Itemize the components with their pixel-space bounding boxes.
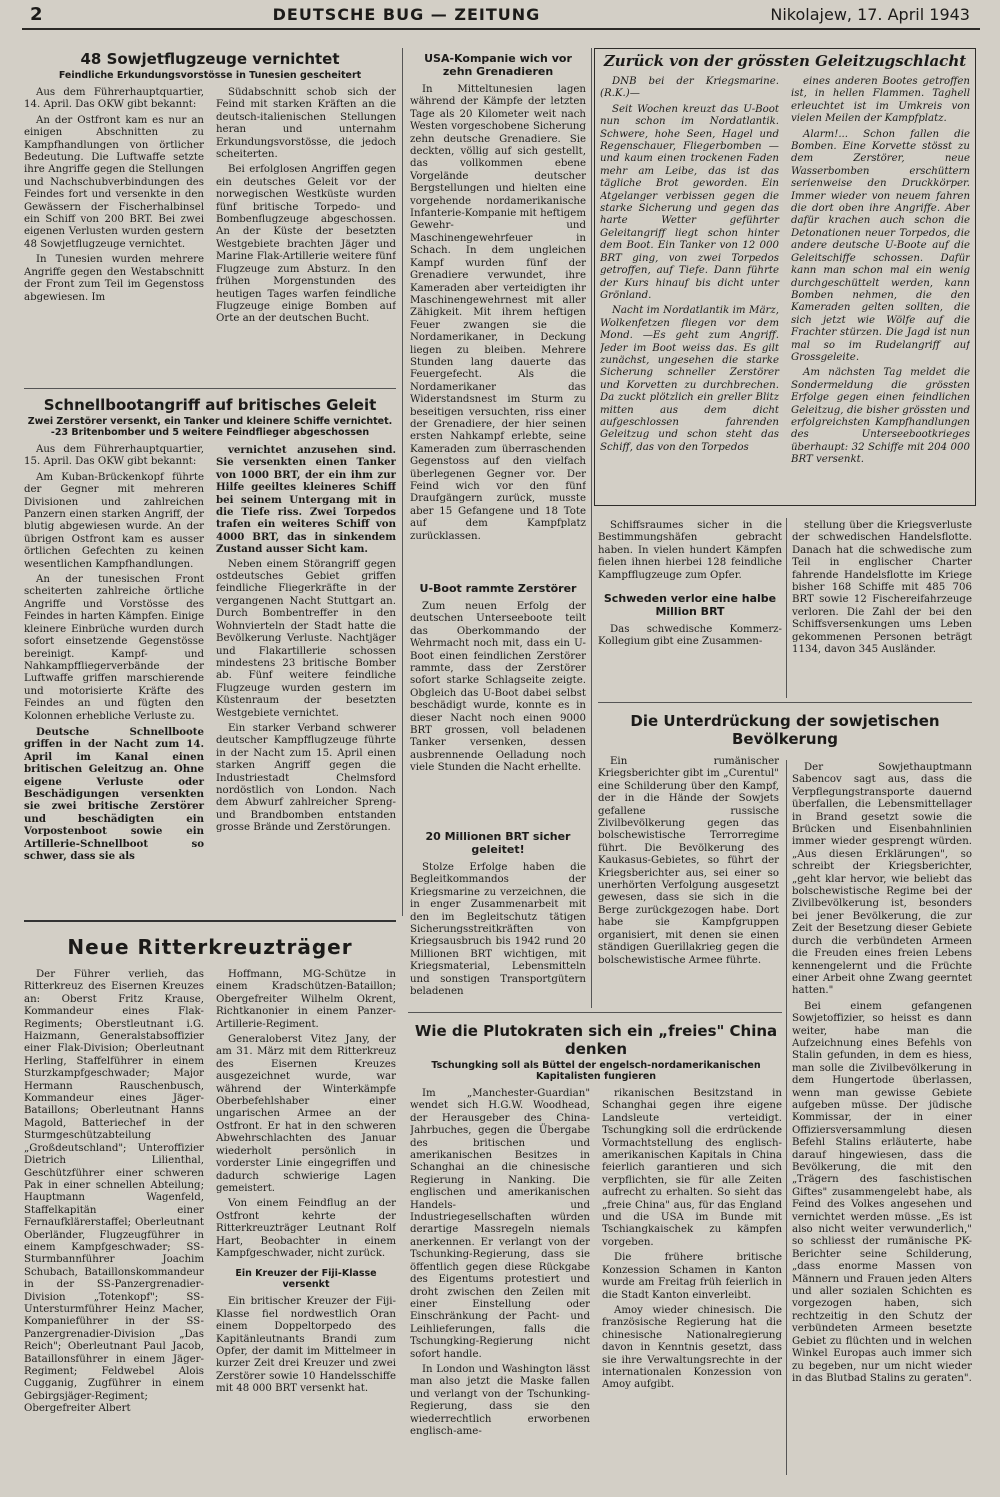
paragraph: In Tunesien wurden mehrere Angriffe gegen den Westabschnitt der Front zum Teil im Gegenstoss abgewiesen. Im <box>24 254 204 303</box>
article-title: 48 Sowjetflugzeuge vernichtet <box>80 50 340 68</box>
paragraph: stellung über die Kriegsverluste der schwedischen Handelsflotte. Danach hat die schwedische zum Teil in englischer Charter fahrende Handelsflotte im Kriege bisher 168 Schiffe mit 485 706 BRT sowie 12 Fischereifahrzeuge verloren. Die Zahl der bei den Schiffsversenkungen ums Leben gekommenen Personen beträgt 1134, davon 345 Ausländer. <box>792 520 972 656</box>
paragraph: Bei einem gefangenen Sowjetoffizier, so heisst es dann weiter, habe man die Aufzeichnung eines Befehls von Stalin gefunden, in dem es hiess, man solle die Zivilbevölkerung in dem Hungertode überlassen, wenn man gewisse Gebiete aufgeben müsse. Der jüdische Kommissar, der in einer Offiziersversammlung diesen Befehl Stalins erläuterte, habe darauf hingewiesen, dass die Bevölkerung, die mit den „Trägern des faschistischen Giftes" zusammengelebt habe, als Feind des Volkes angesehen und vernichtet werden müsse. „Es ist also nicht weiter verwunderlich," so schliesst der rumänische PK-Berichter seine Schilderung, „dass enorme Massen von Männern und Frauen jeden Alters und aller sozialen Schichten es vorgezogen haben, sich rechtzeitig in den Schutz der verbündeten Armeen besetzte Gebiet zu flüchten und in welchen Winkel Europas auch immer sich zu begeben, nur um nicht wieder in das Blutbad Stalins zu geraten". <box>792 1000 972 1384</box>
paragraph: Bei erfolglosen Angriffen gegen ein deutsches Geleit vor der norwegischen Westküste wurden fünf britische Torpedo- und Bombenflugzeuge abgeschossen. An der Küste der besetzten Westgebiete brachten Jäger und Marine Flak-Artillerie weitere fünf Flugzeuge zum Absturz. In den frühen Morgenstunden des heutigen Tages warfen feindliche Flugzeuge einige Bomben auf Orte an der deutschen Bucht. <box>216 164 396 325</box>
column-rule <box>786 760 787 1475</box>
article-title: Die Unterdrückung der sowjetischen Bevölkerung <box>630 712 940 748</box>
paragraph: Ein starker Verband schwerer deutscher Kampfflugzeuge führte in der Nacht zum 15. April einen starken Angriff gegen die Industriestadt Chelmsford nordöstlich von London. Nach dem Abwurf zahlreicher Spreng- und Brandbomben entstanden grosse Brände und Zerstörungen. <box>216 722 396 834</box>
article-title: Schweden verlor eine halbe Million BRT <box>603 592 777 619</box>
article-title: Neue Ritterkreuzträger <box>67 935 353 959</box>
paper-name: DEUTSCHE BUG — ZEITUNG <box>272 5 541 24</box>
masthead <box>30 4 970 26</box>
article-20-millionen <box>410 830 586 1010</box>
article-brt-continuation <box>598 520 782 700</box>
paragraph: Alarm!... Schon fallen die Bomben. Eine Korvette stösst zu dem Zerstörer, neue Wasserbomben erschüttern serienweise den Druckkörper. Immer wieder von neuem fahren die dort oben ihre Angriffe. Aber dafür krachen auch schon die Detonationen neuer Torpedos, die andere deutsche U-Boote auf die Geleitschiffe schossen. Dafür kann man schon mal ein wenig durchgeschüttelt werden, kann Bomben nehmen, die den Kameraden gelten sollten, die sich jetzt wie Wölfe auf die Frachter stürzen. Die Jagd ist nun mal so im Rudelangriff auf Grossgeleite. <box>791 128 970 363</box>
paragraph: Hoffmann, MG-Schütze in einem Kradschützen-Bataillon; Obergefreiter Wilhelm Okrent, Richtkanonier in einem Panzer-Artillerie-Regiment. <box>216 969 396 1030</box>
paragraph: Ein britischer Kreuzer der Fiji-Klasse fiel nordwestlich Oran einem Doppeltorpedo des Kapitänleutnants Brandi zum Opfer, der damit im Mittelmeer in kurzer Zeit drei Kreuzer und zwei Zerstörer sowie 10 Handelsschiffe mit 48 000 BRT versenkt hat. <box>216 1296 396 1395</box>
divider <box>408 1012 782 1013</box>
column-rule <box>591 48 592 1008</box>
page-number: 2 <box>30 4 43 25</box>
paragraph: In Mitteltunesien lagen während der Kämpfe der letzten Tage als 20 Kilometer weit nach Westen vorgeschobene Sicherung zehn deutsche Grenadiere. Sie deckten, völlig auf sich gestellt, das vollkommen ebene Vorgelände deutscher Bergstellungen und hielten eine vorgehende nordamerikanische Infanterie-Kompanie mit heftigem Gewehr- und Maschinengewehrfeuer in Schach. In dem ungleichen Kampf wurden fünf der Grenadiere verwundet, ihre Kameraden aber verteidigten ihr Maschinengewehrnest mit aller Zähigkeit. Mit ihrem heftigen Feuer zwangen sie die Nordamerikaner, in Deckung liegen zu bleiben. Mehrere Stunden lang dauerte das Feuergefecht. Als die Nordamerikaner das Widerstandsnest im Sturm zu beseitigen versuchten, riss einer der Grenadiere, der hier seinen ersten Nahkampf erlebte, seine Kameraden zum überraschenden Gegenstoss auf den vielfach überlegenen Gegner vor. Der Feind wich vor den fünf Draufgängern zurück, musste aber 15 Gefangene und 18 Tote auf dem Kampfplatz zurücklassen. <box>410 84 586 542</box>
column-rule <box>402 48 403 916</box>
divider <box>598 702 972 703</box>
paragraph: An der tunesischen Front scheiterten zahlreiche örtliche Angriffe und Vorstösse des Feindes in harten Kämpfen. Einige kleinere Einbrüche wurden durch sofort einsetzende Gegenstösse bereinigt. Kampf- und Nahkampffliegerverbände der Luftwaffe griffen marschierende und motorisierte Kräfte des Feindes an und fügten den Kolonnen erhebliche Verluste zu. <box>24 574 204 722</box>
article-unterdrueckung-col2 <box>792 762 972 1482</box>
paragraph: Schiffsraumes sicher in die Bestimmungshäfen gebracht haben. In vielen hundert Kämpfen fielen ihnen hierbei 128 feindliche Kampfflugzeuge zum Opfer. <box>598 520 782 581</box>
article-plutokraten-china <box>410 1022 782 1482</box>
paragraph: Am Kuban-Brückenkopf führte der Gegner mit mehreren Divisionen und zahlreichen Panzern einen starken Angriff, der blutig abgewiesen wurde. An der übrigen Ostfront kam es ausser örtlichen Gefechten zu keinen wesentlichen Kampfhandlungen. <box>24 471 204 570</box>
masthead-rule <box>22 28 980 30</box>
article-geleitzugschlacht <box>600 52 970 500</box>
column-rule <box>786 518 787 698</box>
paragraph: Im „Manchester-Guardian" wendet sich H.G.W. Woodhead, der Herausgeber des China-Jahrbuches, gegen die Übergabe des britischen und amerikanischen Besitzes in Schanghai an die chinesische Regierung in Nanking. Die englischen und amerikanischen Handels- und Industriegesellschaften würden derartige Massregeln niemals anerkennen. Er verlangt von der Tschunking-Regierung, dass sie öffentlich gegen diese Rückgabe des Eigentums protestiert und droht zwischen den Zeilen mit einer Einstellung oder Einschränkung der Pacht- und Leihlieferungen, falls die Tschungking-Regierung nicht sofort handle. <box>410 1088 590 1360</box>
paragraph: In London und Washington lässt man also jetzt die Maske fallen und verlangt von der Tschunking-Regierung, dass sie den wiederrechtlich erworbenen englisch-ame- <box>410 1363 590 1437</box>
paragraph: Der Sowjethauptmann Sabencov sagt aus, dass die Verpflegungstransporte dauernd überfallen, die Lebensmittellager in Brand gesetzt sowie die Brücken und Eisenbahnlinien immer wieder gesprengt würden. „Aus diesen Erklärungen", so schreibt der Kriegsberichter, „geht klar hervor, wie beliebt das bolschewistische Regime bei der Zivilbevölkerung ist, besonders bei jener Bevölkerung, die zur Zeit der Besetzung dieser Gebiete durch die verbündeten Armeen die Freuden eines freien Lebens kennengelernt und die Früchte einer Arbeit ohne Zwang geerntet hatten." <box>792 762 972 997</box>
article-title: Wie die Plutokraten sich ein „freies" China denken <box>414 1022 778 1058</box>
paragraph: Am nächsten Tag meldet die Sondermeldung die grössten Erfolge gegen einen feindlichen Geleitzug, die bisher grössten und erfolgreichsten Kampfhandlungen des Unterseebootkrieges überhaupt: 32 Schiffe mit 204 000 BRT versenkt. <box>791 367 970 466</box>
divider <box>24 388 396 389</box>
paragraph: Generaloberst Vitez Jany, der am 31. März mit dem Ritterkreuz des Eisernen Kreuzes ausgezeichnet wurde, war während der Winterkämpfe Oberbefehlshaber einer ungarischen Armee an der Ostfront. Er hat in den schweren Abwehrschlachten des Januar wiederholt persönlich in vorderster Linie eingegriffen und dadurch schwierige Lagen gemeistert. <box>216 1034 396 1194</box>
article-title: U-Boot rammte Zerstörer <box>419 582 577 595</box>
article-title: Schnellbootangriff auf britisches Geleit <box>43 396 377 414</box>
article-u-boot <box>410 582 586 822</box>
paragraph: eines anderen Bootes getroffen ist, in hellen Flammen. Taghell erleuchtet ist im Umkreis von vielen Meilen der Kampfplatz. <box>791 76 970 125</box>
paragraph: vernichtet anzusehen sind. Sie versenkten einen Tanker von 1000 BRT, der ein ihm zur Hilfe geeiltes kleineres Schiff bei seinem Untergang mit in die Tiefe riss. Zwei Torpedos trafen ein weiteres Schiff von 4000 BRT, das in sinkendem Zustand ausser Sicht kam. <box>216 444 396 556</box>
paragraph: Aus dem Führerhauptquartier, 14. April. Das OKW gibt bekannt: <box>24 87 204 111</box>
article-usa-kompanie <box>410 52 586 572</box>
paragraph: Neben einem Störangriff gegen ostdeutsches Gebiet griffen feindliche Fliegerkräfte in der vergangenen Nacht Stuttgart an. Durch Bombentreffer in den Wohnvierteln der Stadt hatte die Bevölkerung Verluste. Nachtjäger und Flakartillerie schossen mindestens 23 britische Bomber ab. Fünf weitere feindliche Flugzeuge wurden gestern im Küstenraum der besetzten Westgebiete vernichtet. <box>216 558 396 719</box>
paragraph: Nacht im Nordatlantik im März, Wolkenfetzen fliegen vor dem Mond. —Es geht zum Angriff. Jeder im Boot weiss das. Es gilt zunächst, ungesehen die starke Sicherung schneller Zerstörer und Korvetten zu durchbrechen. Da zuckt plötzlich ein greller Blitz mitten aus dem dicht aufgeschlossen fahrenden Geleitzug und schon steht das Schiff, das von den Torpedos <box>600 305 779 453</box>
article-schweden <box>792 520 972 700</box>
paragraph: Stolze Erfolge haben die Begleitkommandos der Kriegsmarine zu verzeichnen, die in enger Zusammenarbeit mit den im Begleitschutz tätigen Sicherungsstreitkräften von Kriegsausbruch bis 1942 rund 20 Millionen BRT wichtigen, mit Kriegsmaterial, Lebensmitteln und sonstigen Transportgütern beladenen <box>410 862 586 998</box>
article-schnellbootangriff <box>24 396 396 908</box>
paragraph: Aus dem Führerhauptquartier, 15. April. Das OKW gibt bekannt: <box>24 444 204 468</box>
paragraph: Ein rumänischer Kriegsberichter gibt im „Curentul" eine Schilderung über den Kampf, der in die Hände der Sowjets gefallene russische Zivilbevölkerung gegen das bolschewistische Terrorregime führt. Die Bevölkerung des Kaukasus-Gebietes, so führt der Kriegsberichter aus, sei einer so unerhörten Verfolgung ausgesetzt gewesen, dass sie sich in die Berge zurückgezogen habe. Dort habe sie Kampfgruppen organisiert, mit denen sie einen ständigen Guerillakrieg gegen die bolschewistische Armee führte. <box>598 756 779 966</box>
paragraph: rikanischen Besitzstand in Schanghai gegen ihre eigene Landsleute verteidigt. Tschungking soll die erdrückende Vormachtstellung des englisch-amerikanischen Kapitals in China feierlich garantieren und sich verpflichten, sie für alle Zeiten aufrecht zu erhalten. So sieht das „freie China" aus, für das England und die USA im Bunde mit Tschiangkaischek zu kämpfen vorgeben. <box>602 1088 782 1248</box>
article-subtitle: Feindliche Erkundungsvorstösse in Tunesien gescheitert <box>58 70 362 81</box>
paragraph: Südabschnitt schob sich der Feind mit starken Kräften an die deutsch-italienischen Stellungen heran und unternahm Erkundungsvorstösse, die jedoch scheiterten. <box>216 87 396 161</box>
divider <box>24 920 396 922</box>
article-title: 20 Millionen BRT sicher geleitet! <box>425 830 571 856</box>
article-title: USA-Kompanie wich vor zehn Grenadieren <box>424 52 572 78</box>
paragraph: Deutsche Schnellboote griffen in der Nacht zum 14. April im Kanal einen britischen Geleitzug an. Ohne eigene Verluste oder Beschädigungen versenkten sie zwei britische Zerstörer und beschädigten ein Vorpostenboot sowie ein Artillerie-Schnellboot so schwer, dass sie als <box>24 725 204 862</box>
paragraph: Seit Wochen kreuzt das U-Boot nun schon im Nordatlantik. Schwere, hohe Seen, Hagel und Regenschauer, Fliegerbomben — und kaum einen trockenen Faden mehr am Leibe, das ist das tägliche Brot geworden. Ein Atgelanger verbissen gegen die starke Sicherung und gegen das harte Wetter geführter Geleitangriff liegt schon hinter dem Boot. Ein Tanker von 12 000 BRT ging, von zwei Torpedos getroffen, auf Tiefe. Dann führte der Kurs hinauf bis dicht unter Grönland. <box>600 103 779 301</box>
paragraph: DNB bei der Kriegsmarine. (R.K.)— <box>600 76 779 100</box>
article-title: Zurück von der grössten Geleitzugschlacht <box>603 52 967 70</box>
place-date: Nikolajew, 17. April 1943 <box>770 5 970 24</box>
paragraph: An der Ostfront kam es nur an einigen Abschnitten zu Kampfhandlungen von örtlicher Bedeutung. Die Luftwaffe setzte ihre Angriffe gegen die Stellungen und Nachschubverbindungen des Feindes fort und versenkte in den Gewässern der Fischerhalbinsel ein Schiff von 200 BRT. Bei zwei eigenen Verlusten wurden gestern 48 Sowjetflugzeuge vernichtet. <box>24 114 204 250</box>
article-sowjetflugzeuge <box>24 50 396 380</box>
subsection-title: Ein Kreuzer der Fiji-Klasse versenkt <box>235 1268 377 1291</box>
article-ritterkreuztraeger <box>24 935 396 1480</box>
article-subtitle: Tschungking soll als Büttel der engelsch-nordamerikanischen Kapitalisten fungieren <box>431 1060 761 1082</box>
paragraph: Das schwedische Kommerz-Kollegium gibt eine Zusammen- <box>598 624 782 648</box>
paragraph: Zum neuen Erfolg der deutschen Unterseeboote teilt das Oberkommando der Wehrmacht noch mit, dass ein U-Boot einen feindlichen Zerstörer rammte, dass der Zerstörer sofort starke Schlagseite zeigte. Obgleich das U-Boot dabei selbst beschädigt wurde, konnte es in dieser Nacht noch einen 9000 BRT grossen, voll beladenen Tanker versenken, dessen ausbrennende Oelladung noch viele Stunden die Nacht erhellte. <box>410 601 586 774</box>
paragraph: Von einem Feindflug an der Ostfront kehrte der Ritterkreuzträger Leutnant Rolf Hart, Beobachter in einem Kampfgeschwader, nicht zurück. <box>216 1198 396 1259</box>
paragraph: Amoy wieder chinesisch. Die französische Regierung hat die chinesische Nationalregierung davon in Kenntnis gesetzt, dass sie ihre Verwaltungsrechte in der internationalen Konzession von Amoy aufgibt. <box>602 1304 782 1391</box>
paragraph: Die frühere britische Konzession Schamen in Kanton wurde am Freitag früh feierlich in die Stadt Kanton einverleibt. <box>602 1252 782 1301</box>
paragraph: Der Führer verlieh, das Ritterkreuz des Eisernen Kreuzes an: Oberst Fritz Krause, Kommandeur eines Flak-Regiments; Oberstleutnant i.G. Haizmann, Generalstabsoffizier einer Flak-Division; Oberleutnant Herling, Staffelführer in einem Sturzkampfgeschwader; Major Hermann Rauschenbusch, Kommandeur eines Jäger-Bataillons; Oberleutnant Hanns Magold, Batteriechef in der Sturmgeschützabteilung „Großdeutschland"; Unteroffizier Dietrich Lilienthal, Geschützführer einer schweren Pak in einer schnellen Abteilung; Hauptmann Wagenfeld, Staffelkapitän einer Fernaufklärerstaffel; Oberleutnant Oberländer, Flugzeugführer in einem Kampfgeschwader; SS-Sturmbannführer Joachim Schubach, Bataillonskommandeur in der SS-Panzergrenadier-Division „Totenkopf"; SS-Untersturmführer Heinz Macher, Kompanieführer in der SS-Panzergrenadier-Division „Das Reich"; Oberleutnant Paul Jacob, Bataillonsführer in einem Jäger-Regiment; Feldwebel Alois Cugganig, Zugführer in einem Gebirgsjäger-Regiment; Obergefreiter Albert <box>24 969 204 1415</box>
article-subtitle: Zwei Zerstörer versenkt, ein Tanker und kleinere Schiffe vernichtet. -23 Britenbomber und 5 weitere Feindflieger abgeschossen <box>27 416 393 438</box>
